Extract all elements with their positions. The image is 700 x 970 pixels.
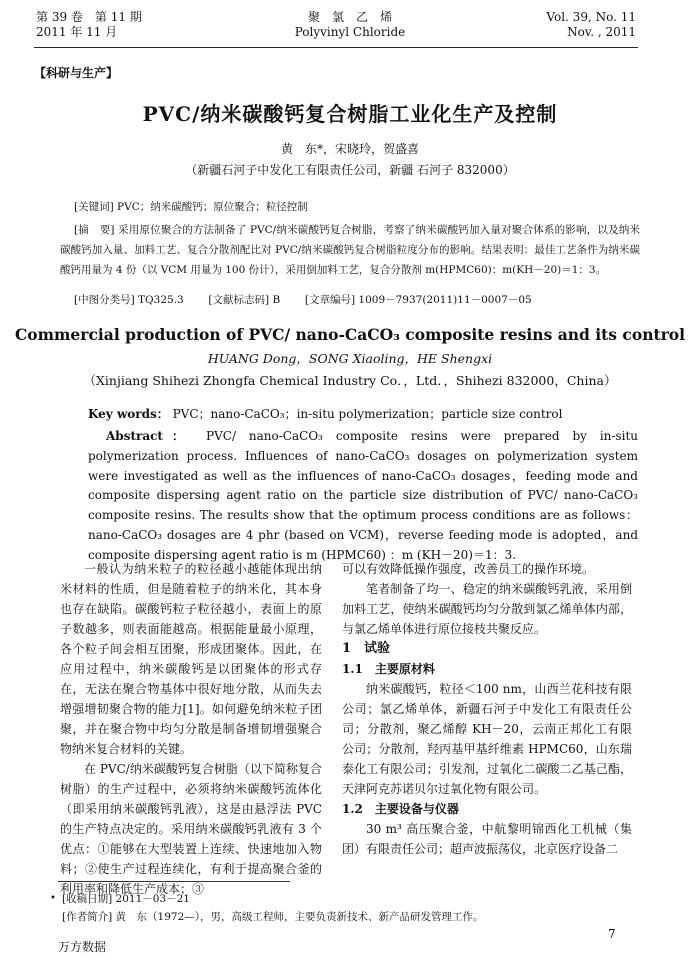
footnote-author-bio bbox=[62, 909, 484, 924]
abstract-en-text: PVC/ nano-CaCO₃ composite resins were prepared by in-situ polymerization process. Influences of nano-CaCO₃ dosages on polymerization system were investigated as well as the influences of nano-CaCO₃ dosages，feeding mode and composite dispersing agent ratio on the particle size distribution of PVC/ nano-CaCO₃ composite resins. The results show that the optimum process conditions are as follows：nano-CaCO₃ dosages are 4 phr (based on VCM)，reverse feeding mode is adopted，and composite dispersing agent ratio is m (HPMC60) ：m (KH－20)＝1：3. bbox=[88, 429, 638, 562]
keywords-zh bbox=[74, 199, 308, 214]
clc-label: [中图分类号] bbox=[74, 294, 135, 306]
abstract-zh-text: 采用原位聚合的方法制备了 PVC/纳米碳酸钙复合树脂，考察了纳米碳酸钙加入量对聚合体系的影响，以及纳米碳酸钙加入量、加料工艺、复合分散剂配比对 PVC/纳米碳酸钙复合树脂粒度分布的影响。结果表明：最佳工艺条件为纳米碳酸钙用量为 4 份（以 VCM 用量为 100 份计），采用倒加料工艺，复合分散剂 m(HPMC60)：m(KH－20)＝1：3。 bbox=[60, 224, 640, 276]
footnote-divider bbox=[58, 881, 290, 882]
author-bio-value: 黄 东（1972—），男，高级工程师，主要负责新技术、新产品研发管理工作。 bbox=[115, 911, 484, 923]
keywords-en bbox=[88, 405, 562, 422]
body-paragraph: 笔者制备了均一、稳定的纳米碳酸钙乳液，采用倒加料工艺，使纳米碳酸钙均匀分散到氯乙烯单体内部，与氯乙烯单体进行原位接枝共聚反应。 bbox=[342, 582, 632, 636]
journal-name-en: Polyvinyl Chloride bbox=[294, 25, 406, 39]
author-bio-label: [作者简介] bbox=[62, 911, 113, 923]
body-paragraph: 纳米碳酸钙，粒径＜100 nm，山西兰花科技有限公司；氯乙烯单体，新疆石河子中发化工有限责任公司；分散剂，聚乙烯醇 KH－20，云南正邦化工有限公司；分散剂，羟丙基甲基纤维素 HPMC60，山东瑞泰化工有限公司；引发剂，过氧化二碳酸二乙基己酯，天津阿克苏诺贝尔过氧化物有限公司。 bbox=[342, 682, 632, 796]
affiliation-en: （Xinjiang Shihezi Zhongfa Chemical Industry Co．，Ltd．，Shihezi 832000，China） bbox=[83, 373, 617, 388]
paper-title-en: Commercial production of PVC/ nano-CaCO₃ composite resins and its control bbox=[14, 325, 686, 344]
subsection-heading: 1.2 主要设备与仪器 bbox=[342, 802, 459, 816]
doc-code-value: B bbox=[272, 294, 281, 306]
authors-en: HUANG Dong，SONG Xiaoling，HE Shengxi bbox=[207, 351, 493, 366]
authors-zh: 黄 东*，宋晓玲，贺盛喜 bbox=[280, 142, 419, 156]
journal-name-zh: 聚 氯 乙 烯 bbox=[307, 10, 392, 24]
received-label: [收稿日期] bbox=[62, 893, 113, 905]
keywords-zh-label: [关键词] bbox=[74, 201, 114, 213]
footnote-received bbox=[62, 891, 190, 906]
classification-line bbox=[74, 292, 532, 307]
keywords-en-text: PVC；nano-CaCO₃；in-situ polymerization；particle size control bbox=[172, 407, 563, 421]
watermark-text: 万方数据 bbox=[58, 940, 107, 954]
body-right-column bbox=[342, 559, 632, 859]
affiliation-zh: （新疆石河子中发化工有限责任公司，新疆 石河子 832000） bbox=[185, 163, 515, 177]
footnote-bullet: • bbox=[50, 893, 56, 904]
paper-title-zh: PVC/纳米碳酸钙复合树脂工业化生产及控制 bbox=[142, 102, 558, 126]
section-heading: 1 试验 bbox=[342, 641, 391, 656]
page-number: 7 bbox=[608, 927, 616, 941]
article-number-value: 1009－7937(2011)11－0007－05 bbox=[358, 294, 532, 306]
abstract-zh-label: [摘 要] bbox=[74, 224, 115, 236]
header-divider bbox=[34, 47, 638, 48]
volume-issue-en: Vol. 39, No. 11 bbox=[546, 10, 636, 24]
journal-volume-en bbox=[546, 10, 636, 40]
body-paragraph: 30 m³ 高压聚合釜，中航黎明锦西化工机械（集团）有限责任公司；超声波振荡仪，北京医疗设备二 bbox=[342, 822, 632, 856]
subsection-heading: 1.1 主要原材料 bbox=[342, 662, 435, 676]
date-zh: 2011 年 11 月 bbox=[36, 25, 118, 39]
volume-issue-zh: 第 39 卷 第 11 期 bbox=[36, 10, 142, 24]
abstract-en-label: Abstract： bbox=[106, 429, 194, 443]
body-left-column bbox=[60, 559, 322, 899]
clc-value: TQ325.3 bbox=[138, 294, 184, 306]
date-en: Nov. , 2011 bbox=[567, 25, 636, 39]
body-paragraph: 一般认为纳米粒子的粒径越小越能体现出纳米材料的性质，但是随着粒子的纳米化，其本身也存在缺陷。碳酸钙粒子粒径越小，表面上的原子数越多，则表面能越高。根据能量最小原理，各个粒子间会相互团聚，形成团聚体。因此，在应用过程中，纳米碳酸钙是以团聚体的形式存在，无法在聚合物基体中很好地分散，从而失去增强增韧聚合物的能力[1]。如何避免纳米粒子团聚，并在聚合物中均匀分散是制备增韧增强聚合物纳米复合材料的关键。 bbox=[60, 562, 322, 756]
keywords-zh-text: PVC；纳米碳酸钙；原位聚合；粒径控制 bbox=[117, 201, 308, 213]
doc-code-label: [文献标志码] bbox=[208, 294, 270, 306]
body-paragraph: 在 PVC/纳米碳酸钙复合树脂（以下简称复合树脂）的生产过程中，必须将纳米碳酸钙流体化（即采用纳米碳酸钙乳液），这是由悬浮法 PVC 的生产特点决定的。采用纳米碳酸钙乳液有 3 个优点：①能够在大型装置上连续、快速地加入物料；②使生产过程连续化，有利于提高聚合釜的利用率和降低生产成本；③ bbox=[60, 762, 322, 896]
abstract-zh bbox=[60, 220, 640, 280]
body-paragraph: 可以有效降低操作强度，改善员工的操作环境。 bbox=[342, 562, 595, 576]
keywords-en-label: Key words： bbox=[88, 407, 169, 421]
section-tag: 【科研与生产】 bbox=[34, 66, 119, 80]
received-value: 2011－03－21 bbox=[115, 893, 190, 905]
abstract-en bbox=[88, 427, 638, 566]
article-number-label: [文章编号] bbox=[304, 294, 356, 306]
